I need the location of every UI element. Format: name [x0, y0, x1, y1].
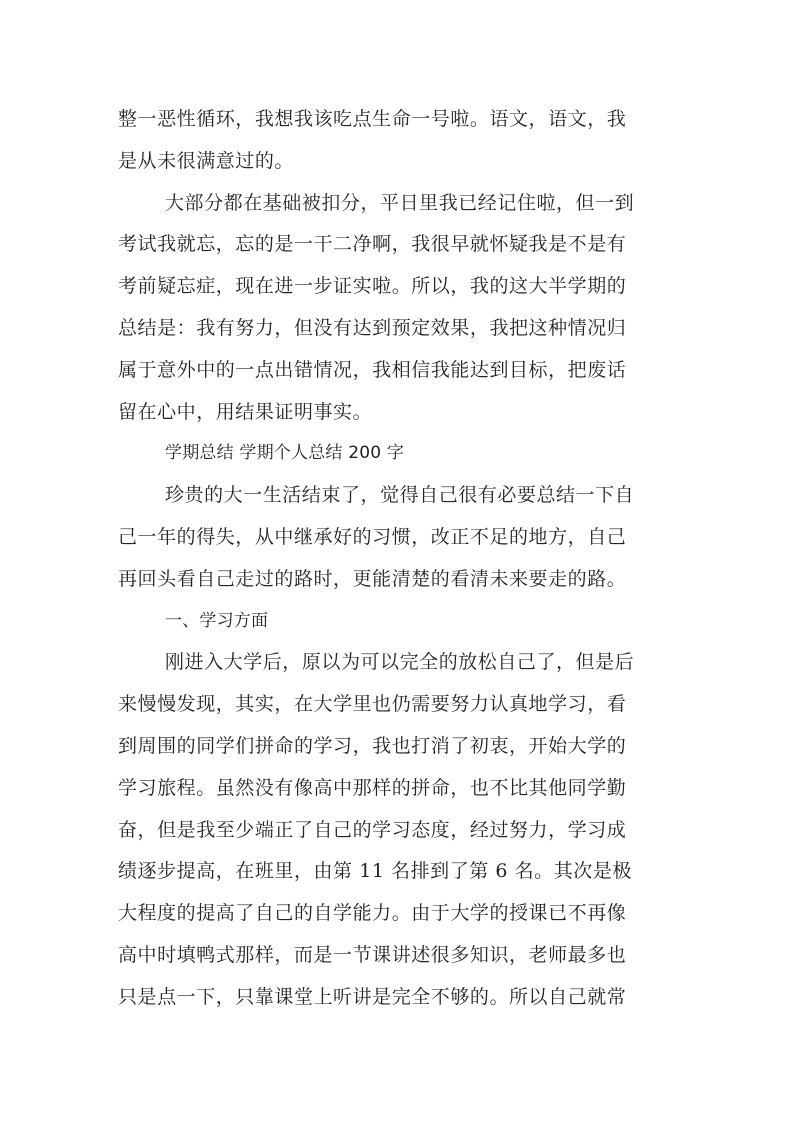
text-line: 是从未很满意过的。	[118, 149, 294, 172]
text-line: 到周围的同学们拼命的学习，我也打消了初衷，开始大学的	[118, 734, 627, 757]
subsection-heading: 一、学习方面	[165, 610, 269, 631]
text-line: 属于意外中的一点出错情况，我相信我能达到目标，把废话	[118, 358, 627, 381]
text-line: 只是点一下，只靠课堂上听讲是完全不够的。所以自己就常	[118, 985, 627, 1008]
paragraph-start-line: 珍贵的大一生活结束了，觉得自己很有必要总结一下自	[165, 484, 635, 507]
text-line: 高中时填鸭式那样，而是一节课讲述很多知识，老师最多也	[118, 943, 627, 966]
text-line: 整一恶性循环，我想我该吃点生命一号啦。语文，语文，我	[118, 108, 627, 130]
document-body	[118, 99, 678, 1019]
text-line: 总结是：我有努力，但没有达到预定效果，我把这种情况归	[118, 316, 627, 339]
text-line: 己一年的得失，从中继承好的习惯，改正不足的地方，自己	[118, 525, 627, 548]
text-line: 来慢慢发现，其实，在大学里也仍需要努力认真地学习，看	[118, 693, 627, 716]
paragraph-start-line: 大部分都在基础被扣分，平日里我已经记住啦，但一到	[165, 191, 635, 214]
text-line: 大程度的提高了自己的自学能力。由于大学的授课已不再像	[118, 902, 627, 925]
text-line: 考试我就忘，忘的是一干二净啊，我很早就怀疑我是不是有	[118, 233, 627, 256]
text-line: 留在心中，用结果证明事实。	[118, 400, 373, 423]
text-line: 学习旅程。虽然没有像高中那样的拼命，也不比其他同学勤	[118, 776, 627, 799]
section-title: 学期总结 学期个人总结 200 字	[165, 443, 405, 464]
text-line: 绩逐步提高，在班里，由第 11 名排到了第 6 名。其次是极	[118, 860, 632, 883]
text-line: 考前疑忘症，现在进一步证实啦。所以，我的这大半学期的	[118, 275, 627, 298]
text-line: 再回头看自己走过的路时，更能清楚的看清未来要走的路。	[118, 567, 627, 590]
text-line: 奋，但是我至少端正了自己的学习态度，经过努力，学习成	[118, 818, 627, 841]
paragraph-start-line: 刚进入大学后，原以为可以完全的放松自己了，但是后	[165, 651, 635, 674]
